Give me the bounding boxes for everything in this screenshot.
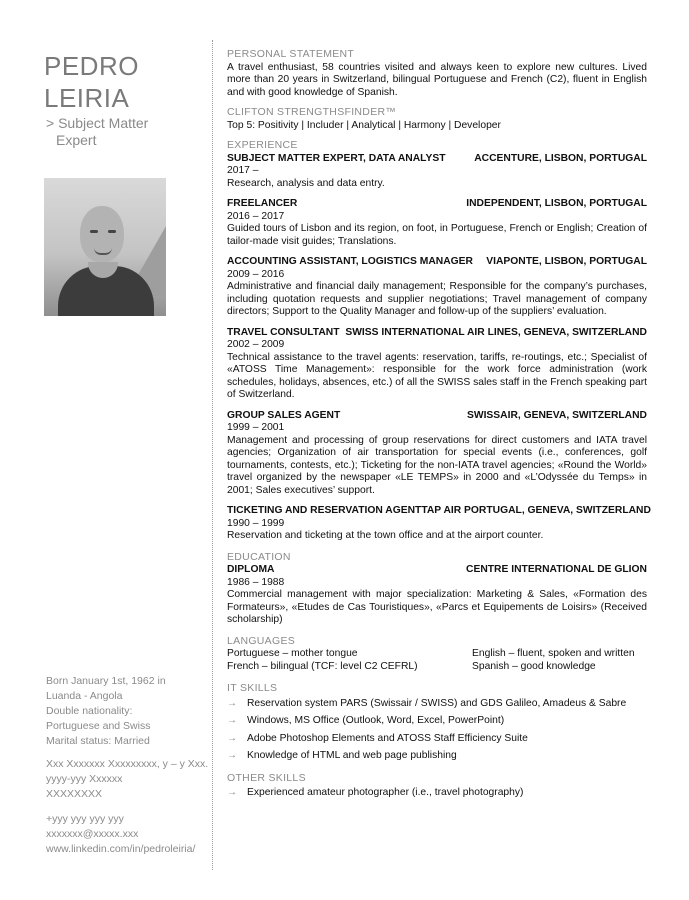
job-dates: 1990 – 1999 bbox=[227, 517, 285, 529]
language-item: French – bilingual (TCF: level C2 CEFRL) bbox=[227, 660, 418, 672]
job-dates: 2002 – 2009 bbox=[227, 339, 285, 350]
job-description: Reservation and ticketing at the town office and at the airport counter. bbox=[227, 530, 544, 541]
address-line3: XXXXXXXX bbox=[46, 788, 103, 800]
job-title: FREELANCER bbox=[227, 198, 298, 209]
section-title-experience: EXPERIENCE bbox=[227, 139, 298, 151]
skill-item bbox=[227, 715, 647, 728]
right-arrow-icon: → bbox=[227, 715, 237, 726]
experience-list bbox=[227, 152, 651, 543]
job-title-line2: Expert bbox=[56, 132, 97, 148]
birth-date: Born January 1st, 1962 in bbox=[46, 675, 166, 687]
education-description: Commercial management with major specialization: Marketing & Sales, «Formation des Formateurs», «Etudes de Cas Touristiques», «Parcs et Equipements de Loisirs» (Received scholarship) bbox=[227, 589, 647, 625]
job-org: SWISSAIR, GENEVA, SWITZERLAND bbox=[466, 409, 647, 421]
job-entry bbox=[227, 256, 647, 319]
job-entry bbox=[227, 327, 647, 402]
job-title: TRAVEL CONSULTANT bbox=[227, 326, 340, 338]
job-dates: 2017 – bbox=[227, 165, 259, 176]
job-description: Administrative and financial daily management; Responsible for the company’s purchases, including quotation requests and supplier negotiations; Travel management of company directors; Support to the Quality Manager and follow-up of the suppliers’ evaluation. bbox=[227, 281, 647, 317]
last-name: LEIRIA bbox=[44, 83, 130, 113]
skill-item bbox=[227, 750, 647, 763]
job-entry bbox=[227, 153, 647, 191]
job-title: GROUP SALES AGENT bbox=[227, 409, 341, 421]
job-org: TAP AIR PORTUGAL, GENEVA, SWITZERLAND bbox=[421, 505, 651, 516]
job-description: Research, analysis and data entry. bbox=[227, 177, 385, 189]
job-title-line1: > Subject Matter bbox=[46, 115, 149, 131]
address-line2: yyyy-yyy Xxxxxx bbox=[46, 773, 123, 785]
right-arrow-icon: → bbox=[227, 697, 237, 709]
job-org: ACCENTURE, LISBON, PORTUGAL bbox=[474, 152, 647, 164]
job-title: TICKETING AND RESERVATION AGENT bbox=[227, 505, 422, 516]
right-arrow-icon: → bbox=[227, 787, 237, 798]
main-content bbox=[227, 48, 651, 805]
job-dates: 1999 – 2001 bbox=[227, 422, 285, 433]
right-arrow-icon: → bbox=[227, 732, 237, 744]
sidebar bbox=[0, 0, 210, 900]
section-title-statement: PERSONAL STATEMENT bbox=[227, 48, 355, 60]
nationality: Portuguese and Swiss bbox=[46, 720, 151, 732]
skill-text: Windows, MS Office (Outlook, Word, Excel, PowerPoint) bbox=[247, 715, 505, 726]
section-title-clifton: CLIFTON STRENGTHSFINDER™ bbox=[227, 106, 397, 118]
nationality-label: Double nationality: bbox=[46, 705, 133, 717]
section-title-languages: LANGUAGES bbox=[227, 634, 296, 647]
profile-photo bbox=[44, 178, 166, 316]
skill-item bbox=[227, 698, 647, 711]
skill-item bbox=[227, 733, 647, 746]
column-divider bbox=[212, 40, 213, 870]
school-name: CENTRE INTERNATIONAL DE GLION bbox=[466, 564, 647, 575]
job-dates: 2009 – 2016 bbox=[227, 268, 285, 280]
language-item: Spanish – good knowledge bbox=[472, 660, 596, 672]
linkedin-link[interactable]: www.linkedin.com/in/pedroleiria/ bbox=[46, 843, 196, 855]
first-name: PEDRO bbox=[44, 51, 139, 81]
job-entry bbox=[227, 410, 647, 498]
section-title-other-skills: OTHER SKILLS bbox=[227, 771, 306, 784]
personal-details bbox=[46, 674, 166, 749]
skill-item bbox=[227, 787, 647, 800]
section-title-it-skills: IT SKILLS bbox=[227, 682, 278, 694]
job-description: Management and processing of group reservations for direct customers and IATA travel agencies; Organization of air transportation for special events (i.e., conferences, golf tournaments, contests, etc.); Ticketing for the non-IATA travel agencies; «Round the World» travel organized by the newspaper «LE TEMPS» in 2000 and «L’Odyssée du Temps» in 2001; Sales executives’ support. bbox=[227, 434, 647, 496]
job-title: ACCOUNTING ASSISTANT, LOGISTICS MANAGER bbox=[227, 256, 473, 267]
candidate-name bbox=[44, 50, 139, 114]
contact-block bbox=[46, 812, 195, 857]
language-row bbox=[227, 661, 647, 674]
job-title: SUBJECT MATTER EXPERT, DATA ANALYST bbox=[227, 152, 446, 164]
job-description: Technical assistance to the travel agents: reservation, tariffs, re-routings, etc.; Specialist of «ATOSS Time Management»: responsible for the work force administration (work schedules, holidays, absences, etc.) of all the SWISS sales staff in the French speaking part of Switzerland. bbox=[227, 351, 647, 400]
personal-statement: A travel enthusiast, 58 countries visited and always keen to explore new cultures. Lived more than 20 years in Switzerland, bilingual Portuguese and French (C2), fluent in English and with good knowledge of Spanish. bbox=[227, 61, 647, 98]
job-entry bbox=[227, 198, 647, 248]
skill-text: Adobe Photoshop Elements and ATOSS Staff Efficiency Suite bbox=[247, 732, 528, 744]
skill-text: Knowledge of HTML and web page publishing bbox=[247, 750, 457, 761]
language-item: English – fluent, spoken and written bbox=[472, 648, 635, 659]
education-dates: 1986 – 1988 bbox=[227, 576, 285, 588]
job-title bbox=[46, 115, 148, 149]
address-block bbox=[46, 757, 208, 802]
language-row bbox=[227, 648, 647, 661]
language-item: Portuguese – mother tongue bbox=[227, 648, 358, 659]
birth-place: Luanda - Angola bbox=[46, 690, 123, 702]
skill-text: Reservation system PARS (Swissair / SWISS) and GDS Galileo, Amadeus & Sabre bbox=[247, 697, 627, 709]
job-org: SWISS INTERNATIONAL AIR LINES, GENEVA, SWITZERLAND bbox=[345, 326, 647, 338]
job-org: INDEPENDENT, LISBON, PORTUGAL bbox=[466, 198, 647, 209]
section-title-education: EDUCATION bbox=[227, 550, 291, 563]
skill-text: Experienced amateur photographer (i.e., travel photography) bbox=[247, 787, 524, 798]
email: xxxxxxx@xxxxx.xxx bbox=[46, 828, 139, 840]
job-org: VIAPONTE, LISBON, PORTUGAL bbox=[486, 256, 647, 267]
education-entry bbox=[227, 564, 647, 627]
right-arrow-icon: → bbox=[227, 750, 237, 761]
clifton-strengths: Top 5: Positivity | Includer | Analytical | Harmony | Developer bbox=[227, 119, 501, 131]
job-entry bbox=[227, 505, 651, 543]
job-dates: 2016 – 2017 bbox=[227, 210, 285, 222]
job-description: Guided tours of Lisbon and its region, on foot, in Portuguese, French or English; Creation of tailor-made visit guides; Translations. bbox=[227, 223, 647, 247]
marital-status: Marital status: Married bbox=[46, 735, 150, 747]
phone: +yyy yyy yyy yyy bbox=[46, 813, 124, 825]
address-line1: Xxx Xxxxxxx Xxxxxxxxx, y – y Xxx. bbox=[46, 758, 209, 770]
degree-title: DIPLOMA bbox=[227, 564, 275, 575]
